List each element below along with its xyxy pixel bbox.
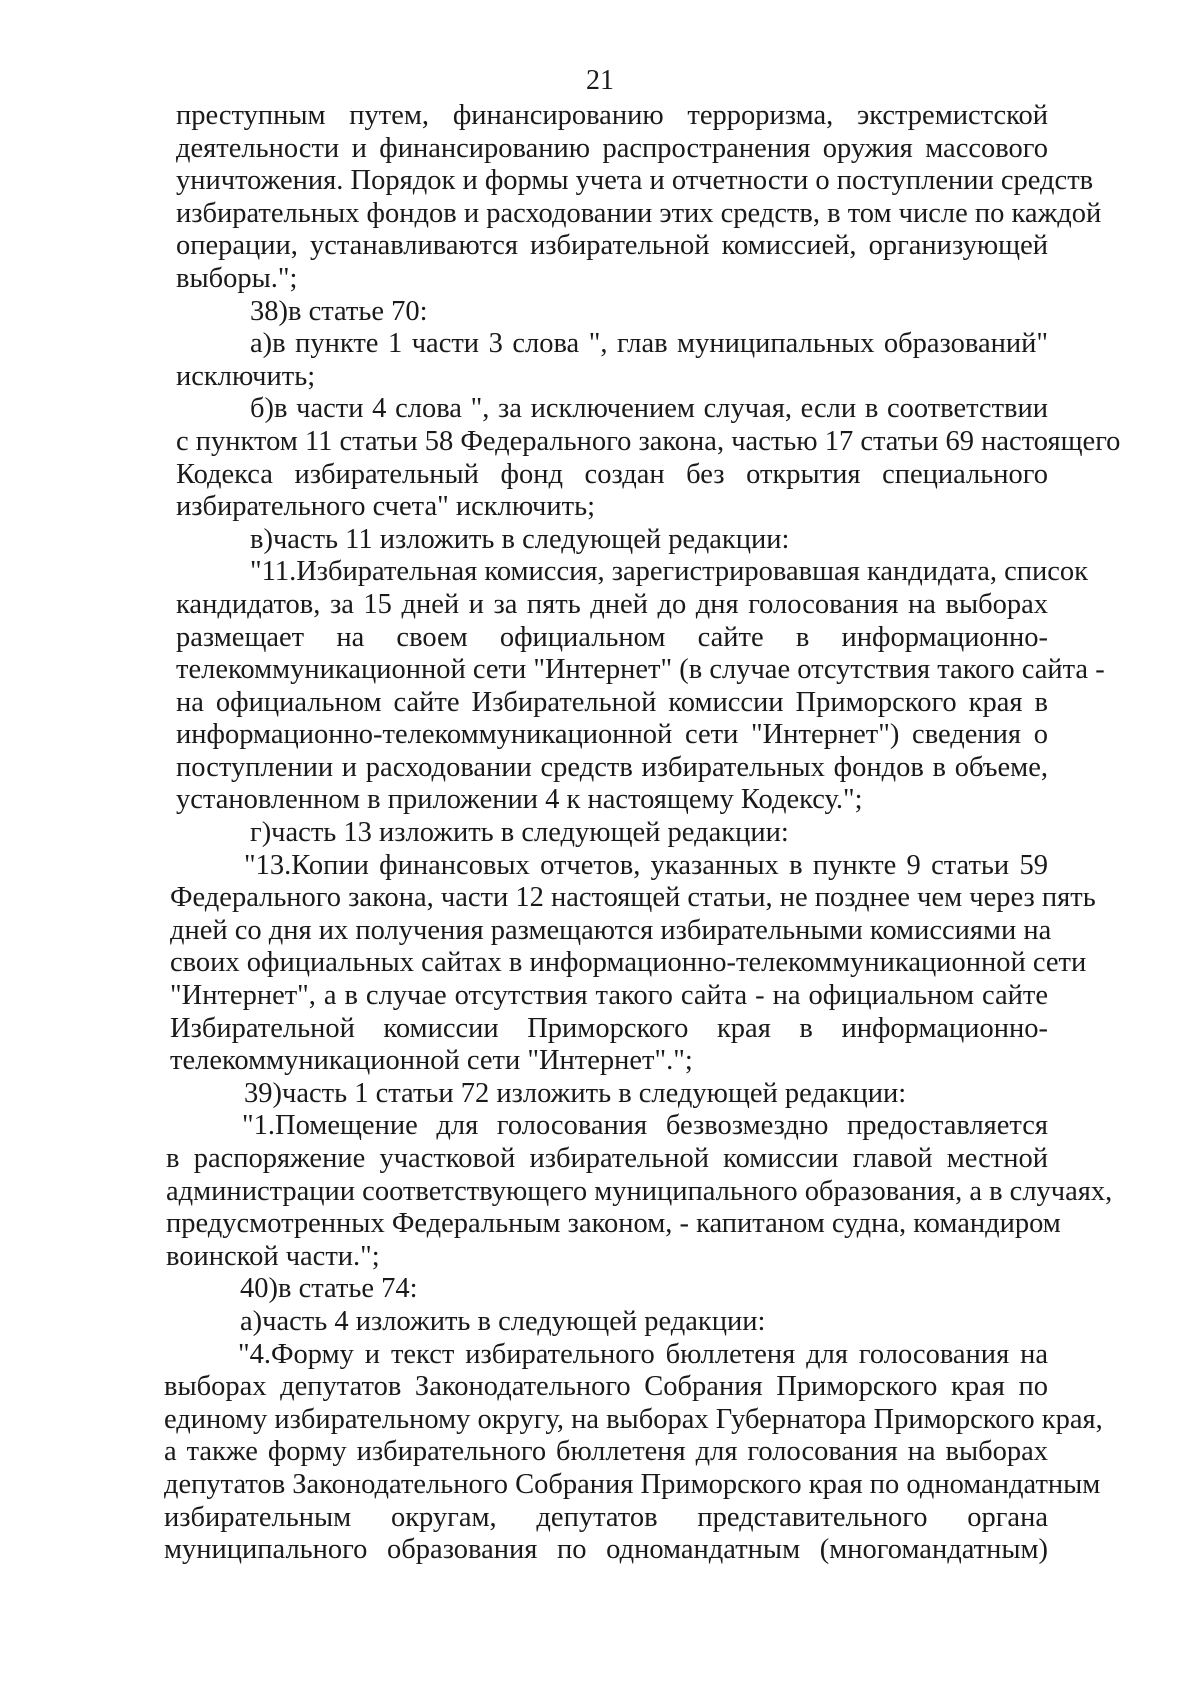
- text-line: установленном в приложении 4 к настоящему Кодексу.";: [176, 784, 863, 816]
- text-line: в)часть 11 изложить в следующей редакции:: [250, 523, 790, 555]
- text-line: Федерального закона, части 12 настоящей статьи, не позднее чем через пять: [170, 882, 1096, 914]
- text-line: в распоряжение участковой избирательной комиссии главой местной: [166, 1143, 1048, 1174]
- text-line: размещает на своем официальном сайте в информационно-: [176, 621, 1048, 653]
- text-line: кандидатов, за 15 дней и за пять дней до дня голосования на выборах: [176, 588, 1048, 620]
- text-line: телекоммуникационной сети "Интернет" (в случае отсутствия такого сайта -: [176, 654, 1105, 686]
- text-line: своих официальных сайтах в информационно-телекоммуникационной сети: [170, 947, 1087, 979]
- text-line: а)часть 4 изложить в следующей редакции:: [240, 1305, 766, 1337]
- text-line: телекоммуникационной сети "Интернет".";: [170, 1045, 693, 1077]
- text-line: 39)часть 1 статьи 72 изложить в следующей редакции:: [244, 1077, 907, 1109]
- text-line: на официальном сайте Избирательной комиссии Приморского края в: [176, 686, 1048, 718]
- text-line: "1.Помещение для голосования безвозмездно предоставляется: [242, 1110, 1048, 1142]
- text-line: 40)в статье 74:: [240, 1273, 418, 1305]
- text-line: поступлении и расходовании средств избирательных фондов в объеме,: [176, 751, 1048, 783]
- text-line: уничтожения. Порядок и формы учета и отчетности о поступлении средств: [176, 165, 1094, 197]
- text-line: "4.Форму и текст избирательного бюллетеня для голосования на: [238, 1338, 1048, 1370]
- text-line: операции, устанавливаются избирательной комиссией, организующей: [176, 230, 1048, 262]
- text-line: преступным путем, финансированию терроризма, экстремистской: [176, 100, 1048, 131]
- text-line: муниципального образования по одномандатным (многомандатным): [164, 1534, 1048, 1566]
- text-line: избирательным округам, депутатов представительного органа: [164, 1501, 1048, 1533]
- text-line: б)в части 4 слова ", за исключением случая, если в соответствии: [250, 393, 1048, 425]
- text-line: депутатов Законодательного Собрания Приморского края по одномандатным: [164, 1468, 1101, 1500]
- text-line: выборах депутатов Законодательного Собрания Приморского края по: [164, 1371, 1048, 1403]
- text-line: избирательного счета" исключить;: [176, 491, 596, 523]
- text-line: а также форму избирательного бюллетеня для голосования на выборах: [164, 1436, 1048, 1468]
- page-number: 21: [586, 65, 614, 96]
- text-line: Кодекса избирательный фонд создан без открытия специального: [176, 458, 1048, 490]
- text-line: информационно-телекоммуникационной сети "Интернет") сведения о: [176, 719, 1048, 751]
- text-line: единому избирательному округу, на выборах Губернатора Приморского края,: [164, 1403, 1103, 1435]
- text-line: г)часть 13 изложить в следующей редакции:: [250, 817, 789, 849]
- text-line: деятельности и финансированию распространения оружия массового: [176, 132, 1048, 164]
- text-line: предусмотренных Федеральным законом, - капитаном судна, командиром: [166, 1208, 1061, 1240]
- text-line: "13.Копии финансовых отчетов, указанных в пункте 9 статьи 59: [244, 849, 1048, 881]
- text-line: исключить;: [176, 360, 316, 392]
- text-line: воинской части.";: [166, 1240, 380, 1272]
- text-line: "11.Избирательная комиссия, зарегистрировавшая кандидата, список: [250, 556, 1089, 588]
- text-line: 38)в статье 70:: [250, 295, 428, 327]
- text-line: с пунктом 11 статьи 58 Федерального закона, частью 17 статьи 69 настоящего: [176, 425, 1121, 457]
- text-line: Избирательной комиссии Приморского края в информационно-: [170, 1012, 1048, 1044]
- text-line: а)в пункте 1 части 3 слова ", глав муниципальных образований": [250, 328, 1048, 360]
- text-line: дней со дня их получения размещаются избирательными комиссиями на: [170, 914, 1052, 946]
- text-line: избирательных фондов и расходовании этих средств, в том числе по каждой: [176, 197, 1102, 229]
- text-line: выборы.";: [176, 262, 298, 294]
- text-line: "Интернет", а в случае отсутствия такого сайта - на официальном сайте: [170, 980, 1048, 1012]
- text-line: администрации соответствующего муниципального образования, а в случаях,: [166, 1175, 1113, 1207]
- document-body: [164, 100, 1121, 1567]
